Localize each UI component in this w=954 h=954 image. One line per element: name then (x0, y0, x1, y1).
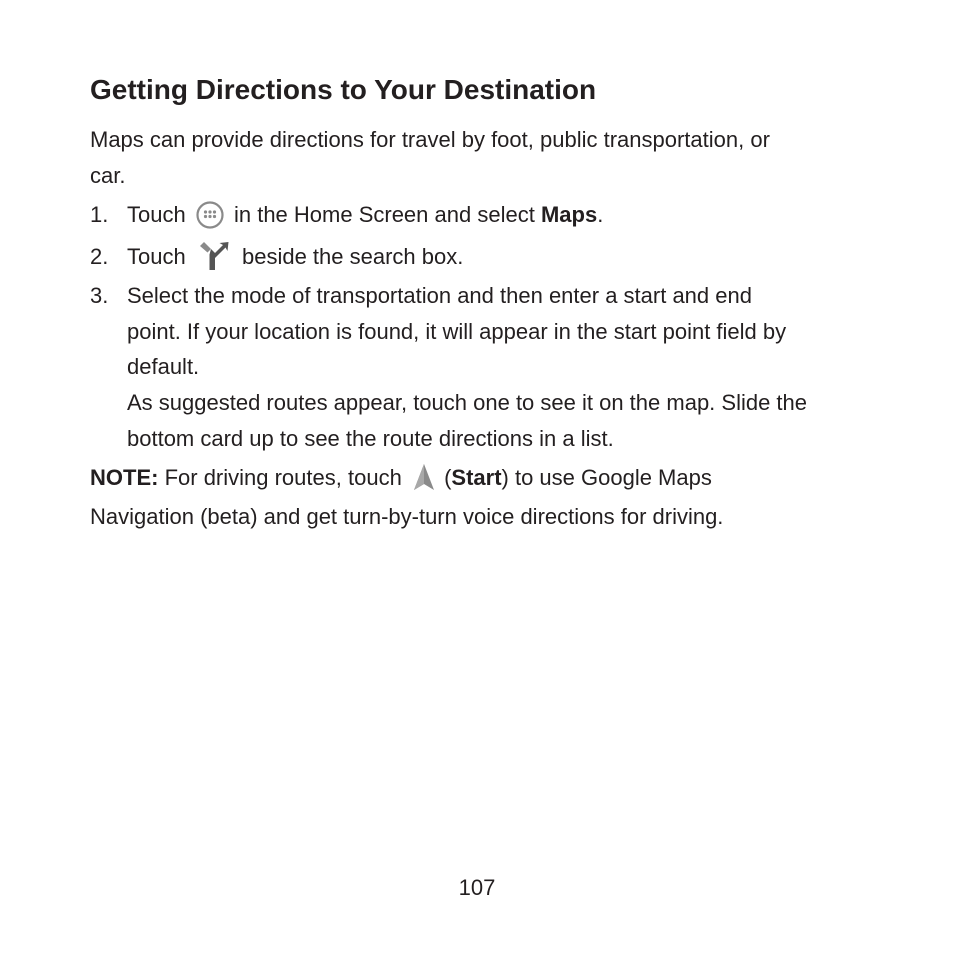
intro-line-2: car. (90, 163, 126, 188)
bold-start: Start (451, 465, 502, 490)
intro-line-1: Maps can provide directions for travel by foot, public transportation, or (90, 127, 770, 152)
step-3-line: point. If your location is found, it will appear in the start point field by (127, 319, 787, 344)
note-line-2: Navigation (beta) and get turn-by-turn voice directions for driving. (90, 504, 724, 529)
note-line-1: NOTE: For driving routes, touch (Start) to use Google Maps (90, 463, 712, 494)
step-3-line: Select the mode of transportation and then enter a start and end (127, 283, 752, 308)
directions-icon (198, 240, 230, 272)
navigation-arrow-icon (412, 462, 436, 492)
page-title: Getting Directions to Your Destination (90, 74, 597, 105)
step-3-line: default. (127, 354, 200, 379)
step-number: 3. (90, 283, 109, 308)
page-number: 107 (458, 875, 496, 900)
bold-app-name: Maps (540, 202, 598, 227)
step-number: 2. (90, 244, 109, 269)
step-3-line: As suggested routes appear, touch one to see it on the map. Slide the (127, 390, 808, 415)
note-label: NOTE: (90, 465, 159, 490)
step-text: Touch in the Home Screen and select Maps. (127, 200, 603, 230)
step-3-line: bottom card up to see the route directions in a list. (127, 426, 614, 451)
step-text: Touch beside the search box. (127, 242, 463, 274)
apps-launcher-icon (196, 201, 224, 229)
step-number: 1. (90, 202, 109, 227)
